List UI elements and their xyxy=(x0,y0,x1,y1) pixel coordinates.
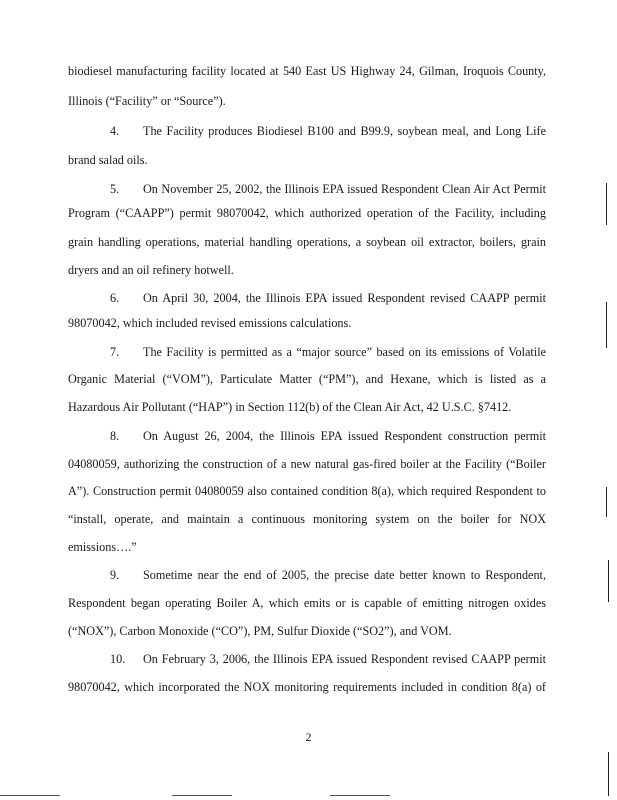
text-line: Sometime near the end of 2005, the precise date better known to Respondent, xyxy=(143,568,546,582)
text-line: dryers and an oil refinery hotwell. xyxy=(68,263,234,277)
text-line: Program (“CAAPP”) permit 98070042, which authorized operation of the Facility, including xyxy=(68,206,546,220)
text-line: Hazardous Air Pollutant (“HAP”) in Section 112(b) of the Clean Air Act, 42 U.S.C. §7412. xyxy=(68,400,512,414)
text-line: “install, operate, and maintain a continuous monitoring system on the boiler for NOX xyxy=(68,512,546,526)
text-line: Organic Material (“VOM”), Particulate Matter (“PM”), and Hexane, which is listed as a xyxy=(68,372,546,386)
paragraph-number: 4. xyxy=(110,124,120,138)
text-line: brand salad oils. xyxy=(68,153,148,167)
scan-mark xyxy=(606,487,607,517)
scan-edge xyxy=(330,795,390,796)
text-line: Respondent began operating Boiler A, which emits or is capable of emitting nitrogen oxides xyxy=(68,596,546,610)
scan-mark xyxy=(606,183,607,225)
text-line: The Facility produces Biodiesel B100 and B99.9, soybean meal, and Long Life xyxy=(143,124,546,138)
scan-mark xyxy=(608,560,609,602)
scan-mark xyxy=(606,302,607,348)
text-line: Illinois (“Facility” or “Source”). xyxy=(68,94,226,108)
scan-mark xyxy=(608,752,609,796)
text-line: On November 25, 2002, the Illinois EPA issued Respondent Clean Air Act Permit xyxy=(143,182,546,196)
paragraph-number: 6. xyxy=(110,291,120,305)
paragraph-number: 5. xyxy=(110,182,120,196)
paragraph-number: 8. xyxy=(110,429,120,443)
text-line: emissions….” xyxy=(68,540,137,554)
scan-edge xyxy=(172,795,232,796)
text-line: 98070042, which included revised emissions calculations. xyxy=(68,316,352,330)
text-line: grain handling operations, material handling operations, a soybean oil extractor, boilers, grain xyxy=(68,235,546,249)
paragraph-number: 10. xyxy=(110,652,126,666)
text-line: On April 30, 2004, the Illinois EPA issued Respondent revised CAAPP permit xyxy=(143,291,546,305)
paragraph-number: 9. xyxy=(110,568,120,582)
page-number: 2 xyxy=(305,730,312,744)
text-line: A”). Construction permit 04080059 also contained condition 8(a), which required Respondent to xyxy=(68,484,546,498)
text-line: The Facility is permitted as a “major source” based on its emissions of Volatile xyxy=(143,345,546,359)
text-line: 98070042, which incorporated the NOX monitoring requirements included in condition 8(a) of xyxy=(68,680,546,694)
scan-edge xyxy=(0,795,60,796)
text-line: biodiesel manufacturing facility located at 540 East US Highway 24, Gilman, Iroquois County, xyxy=(68,64,546,78)
paragraph-number: 7. xyxy=(110,345,120,359)
text-line: On February 3, 2006, the Illinois EPA issued Respondent revised CAAPP permit xyxy=(143,652,546,666)
text-line: On August 26, 2004, the Illinois EPA issued Respondent construction permit xyxy=(143,429,546,443)
text-line: (“NOX”), Carbon Monoxide (“CO”), PM, Sulfur Dioxide (“SO2”), and VOM. xyxy=(68,624,452,638)
text-line: 04080059, authorizing the construction of a new natural gas-fired boiler at the Facility (“Boiler xyxy=(68,457,546,471)
